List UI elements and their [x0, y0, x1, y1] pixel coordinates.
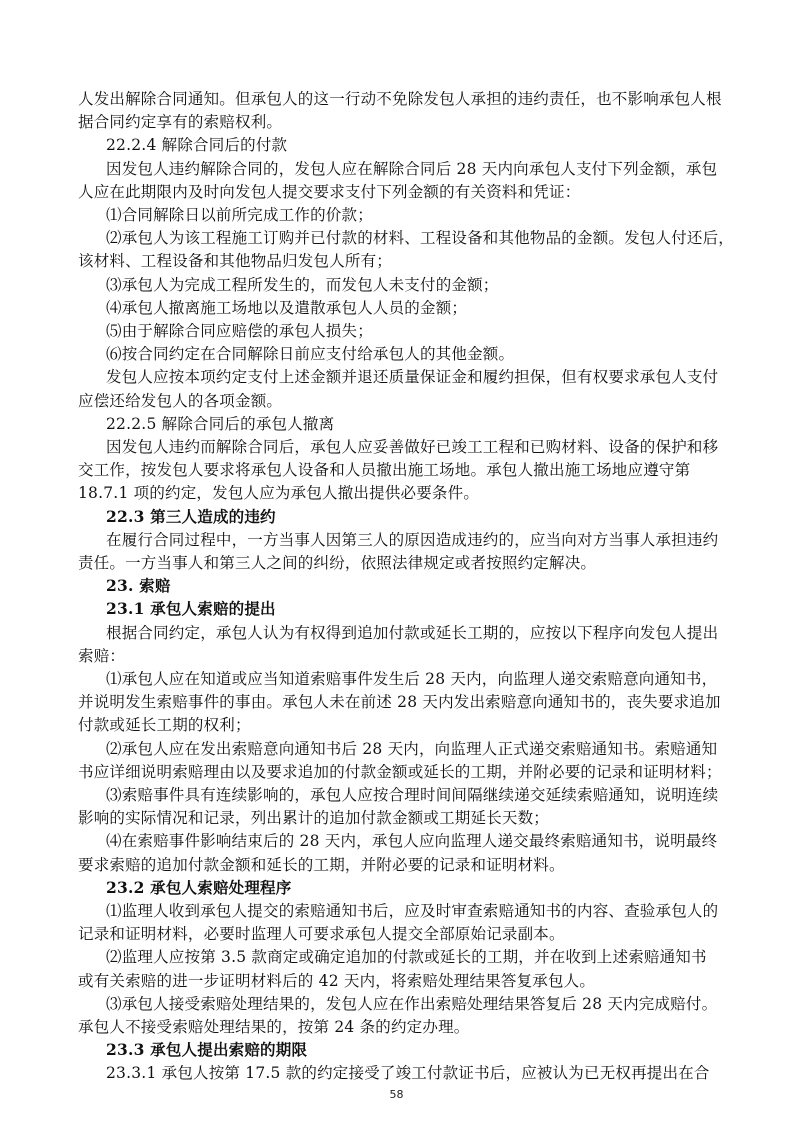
text-line: 并说明发生索赔事件的事由。承包人未在前述 28 天内发出索赔意向通知书的，丧失要求追加 [78, 693, 721, 711]
text-line: 索赔： [78, 647, 126, 665]
section-heading: 23.2 承包人索赔处理程序 [106, 878, 292, 897]
text-line: ⑴承包人应在知道或应当知道索赔事件发生后 28 天内，向监理人递交索赔意向通知书， [106, 670, 718, 688]
text-line: 22.2.5 解除合同后的承包人撤离 [106, 415, 335, 433]
text-line: ⑷承包人撤离施工场地以及遣散承包人人员的金额； [106, 299, 468, 317]
page-number: 58 [389, 1088, 404, 1101]
text-line: 或有关索赔的进一步证明材料后的 42 天内，将索赔处理结果答复承包人。 [78, 972, 596, 990]
text-line: 付款或延长工期的权利； [78, 716, 251, 734]
section-heading: 23.3 承包人提出索赔的期限 [106, 1040, 308, 1059]
text-line: 因发包人违约解除合同的，发包人应在解除合同后 28 天内向承包人支付下列金额，承包 [106, 160, 718, 178]
text-line: ⑴监理人收到承包人提交的索赔通知书后，应及时审查索赔通知书的内容、查验承包人的 [106, 902, 719, 920]
text-line: ⑵监理人应按第 3.5 款商定或确定追加的付款或延长的工期，并在收到上述索赔通知书 [106, 948, 707, 966]
text-line: ⑶承包人为完成工程所发生的，而发包人未支付的金额； [106, 276, 499, 294]
text-line: 责任。一方当事人和第三人之间的纠纷，依照法律规定或者按照约定解决。 [78, 554, 597, 572]
text-line: 应偿还给发包人的各项金额。 [78, 392, 283, 410]
text-line: ⑵承包人为该工程施工订购并已付款的材料、工程设备和其他物品的金额。发包人付还后， [106, 229, 735, 247]
text-line: ⑸由于解除合同应赔偿的承包人损失； [106, 322, 373, 340]
text-line: 18.7.1 项的约定，发包人应为承包人撤出提供必要条件。 [78, 484, 480, 502]
text-line: 书应详细说明索赔理由以及要求追加的付款金额或延长的工期，并附必要的记录和证明材料； [78, 763, 722, 781]
text-line: 交工作，按发包人要求将承包人设备和人员撤出施工场地。承包人撤出施工场地应遵守第 [78, 461, 691, 479]
text-line: 人应在此期限内及时向发包人提交要求支付下列金额的有关资料和凭证： [78, 183, 581, 201]
text-line: 承包人不接受索赔处理结果的，按第 24 条的约定办理。 [78, 1018, 470, 1036]
text-line: 因发包人违约而解除合同后，承包人应妥善做好已竣工工程和已购材料、设备的保护和移 [106, 438, 719, 456]
section-heading: 22.3 第三人造成的违约 [106, 507, 276, 526]
text-line: 根据合同约定，承包人认为有权得到追加付款或延长工期的，应按以下程序向发包人提出 [106, 624, 719, 642]
text-line: 记录和证明材料，必要时监理人可要求承包人提交全部原始记录副本。 [78, 925, 565, 943]
section-heading: 23.1 承包人索赔的提出 [106, 599, 276, 618]
text-line: 22.2.4 解除合同后的付款 [106, 136, 288, 154]
text-line: 在履行合同过程中，一方当事人因第三人的原因造成违约的，应当向对方当事人承担违约 [106, 531, 719, 549]
text-line: ⑹按合同约定在合同解除日前应支付给承包人的其他金额。 [106, 345, 515, 363]
text-line: 发包人应按本项约定支付上述金额并退还质量保证金和履约担保，但有权要求承包人支付 [106, 368, 719, 386]
text-line: 该材料、工程设备和其他物品归发包人所有； [78, 252, 393, 270]
text-line: ⑵承包人应在发出索赔意向通知书后 28 天内，向监理人正式递交索赔通知书。索赔通知 [106, 740, 718, 758]
text-line: 据合同约定享有的索赔权利。 [78, 113, 283, 131]
text-line: ⑶索赔事件具有连续影响的，承包人应按合理时间间隔继续递交延续索赔通知，说明连续 [106, 786, 719, 804]
section-heading: 23. 索赔 [106, 576, 171, 595]
text-line: 影响的实际情况和记录，列出累计的追加付款金额或工期延长天数； [78, 809, 550, 827]
text-line: 要求索赔的追加付款金额和延长的工期，并附必要的记录和证明材料。 [78, 856, 565, 874]
text-line: ⑶承包人接受索赔处理结果的，发包人应在作出索赔处理结果答复后 28 天内完成赔付。 [106, 995, 718, 1013]
text-line: 23.3.1 承包人按第 17.5 款的约定接受了竣工付款证书后，应被认为已无权再提出在合 [106, 1064, 710, 1082]
text-line: 人发出解除合同通知。但承包人的这一行动不免除发包人承担的违约责任，也不影响承包人根 [78, 90, 722, 108]
text-line: ⑷在索赔事件影响结束后的 28 天内，承包人应向监理人递交最终索赔通知书，说明最终 [106, 832, 718, 850]
text-line: ⑴合同解除日以前所完成工作的价款； [106, 206, 373, 224]
